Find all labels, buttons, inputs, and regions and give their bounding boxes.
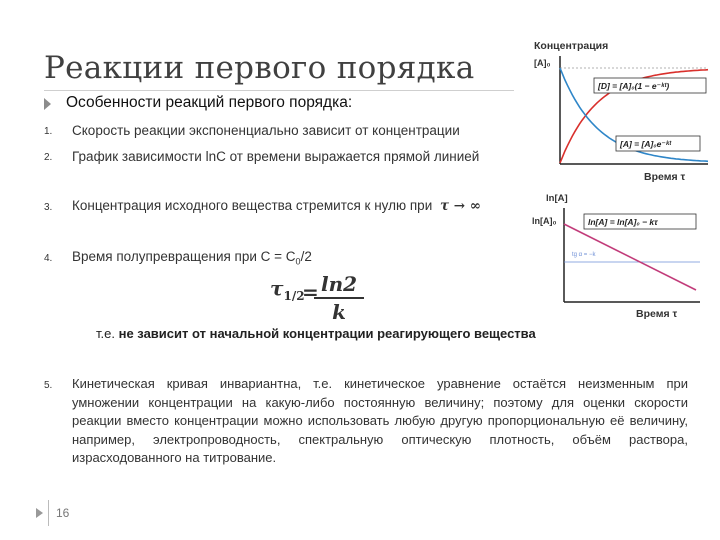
bullet-arrow-icon (44, 98, 51, 110)
graph1-ylabel: Концентрация (534, 40, 609, 52)
concentration-time-graph (520, 36, 716, 186)
item-number-3: 3. (44, 202, 53, 213)
item-number-1: 1. (44, 126, 53, 137)
page-divider (48, 500, 49, 526)
item-text-4-before: Время полупревращения при С = С (72, 249, 296, 264)
reactant-equation: [A] = [A]₀e⁻ᵏᵗ (620, 139, 672, 149)
formula-lhs-sub: 1/2 (283, 289, 305, 303)
product-equation: [D] = [A]₀(1 − e⁻ᵏᵗ) (598, 81, 670, 91)
item-text-5: Кинетическая кривая инвариантна, т.е. кинетическое уравнение остаётся неизменным при умножении концентрации на какую-либо постоянную величину; поэтому для оценки скорости реакции вместо концентрации можно использовать любую другую пропорциональную её величину, например, электропроводность, спектральную оптическую плотность, объём раствора, израсходованного на титрование. (72, 376, 688, 465)
item-text-4-after: /2 (300, 249, 312, 264)
note-bold: не зависит от начальной концентрации реагирующего вещества (118, 326, 536, 341)
subtitle: Особенности реакций первого порядка: (66, 94, 353, 111)
page-arrow-icon (36, 508, 43, 518)
graph2-ylabel: ln[A] (546, 193, 568, 204)
title-divider (44, 90, 514, 91)
formula-lhs: τ (270, 276, 284, 300)
item-number-5: 5. (44, 380, 53, 391)
note-prefix: т.е. (96, 326, 119, 341)
item-number-4: 4. (44, 253, 53, 264)
ln-concentration-graph (520, 190, 716, 326)
formula-denominator: k (332, 300, 346, 324)
tau-infinity-symbol: τ → ∞ (440, 198, 482, 214)
graph2-xlabel: Время τ (636, 308, 678, 320)
item-text-1: Скорость реакции экспоненциально зависит от концентрации (72, 123, 460, 138)
half-life-formula (270, 272, 358, 324)
item-text-4-sub: 0 (295, 256, 301, 267)
item-text-4 (72, 249, 312, 267)
graph1-y0-label: [A]₀ (534, 58, 551, 68)
formula-numerator: ln2 (314, 272, 364, 299)
graph1-xlabel: Время τ (644, 171, 686, 183)
item-text-3-body: Концентрация исходного вещества стремится к нулю при (72, 198, 433, 213)
ln-equation: ln[A] = ln[A]₀ − kτ (588, 217, 658, 227)
slide-title: Реакции первого порядка (44, 50, 475, 86)
item-number-2: 2. (44, 152, 53, 163)
half-life-note (96, 326, 536, 341)
graph2-y0-label: ln[A]₀ (532, 216, 557, 226)
item-text-3 (72, 198, 481, 214)
formula-equals: = (302, 280, 319, 304)
item-text-2: График зависимости lnC от времени выражается прямой линией (72, 149, 480, 164)
page-number: 16 (56, 506, 70, 520)
formula-fraction (314, 272, 364, 324)
slope-note: tg α = −k (572, 252, 596, 258)
